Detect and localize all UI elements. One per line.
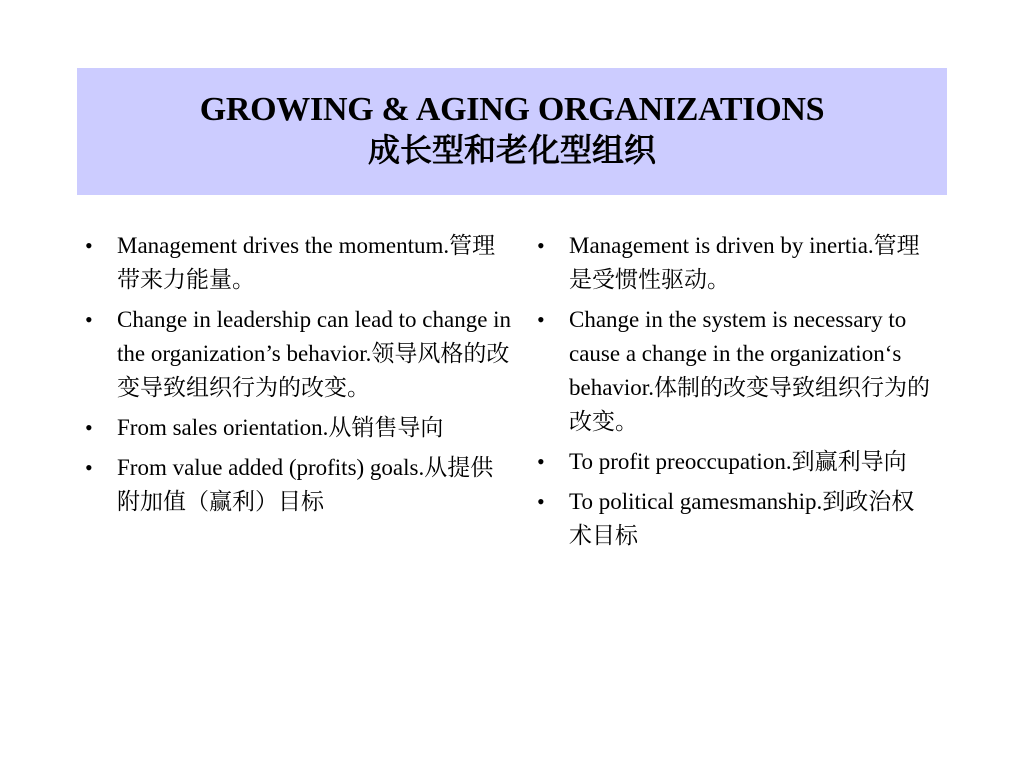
list-item: • To profit preoccupation.到赢利导向 <box>537 445 937 479</box>
title-banner <box>77 68 947 195</box>
list-item: • Management is driven by inertia.管理是受惯性驱动。 <box>537 229 937 297</box>
list-item: • Management drives the momentum.管理带来力能量。 <box>85 229 515 297</box>
list-item: • From sales orientation.从销售导向 <box>85 411 515 445</box>
list-item: • Change in the system is necessary to cause a change in the organization‘s behavior.体制的改变导致组织行为的改变。 <box>537 303 937 439</box>
growing-organization-list <box>85 229 515 525</box>
aging-organization-list <box>537 229 937 559</box>
title-chinese: 成长型和老化型组织 <box>367 131 656 169</box>
title-english: GROWING & AGING ORGANIZATIONS <box>199 91 825 128</box>
list-item: • From value added (profits) goals.从提供附加值（赢利）目标 <box>85 451 515 519</box>
list-item: • To political gamesmanship.到政治权术目标 <box>537 485 937 553</box>
list-item: • Change in leadership can lead to change in the organization’s behavior.领导风格的改变导致组织行为的改变。 <box>85 303 515 405</box>
